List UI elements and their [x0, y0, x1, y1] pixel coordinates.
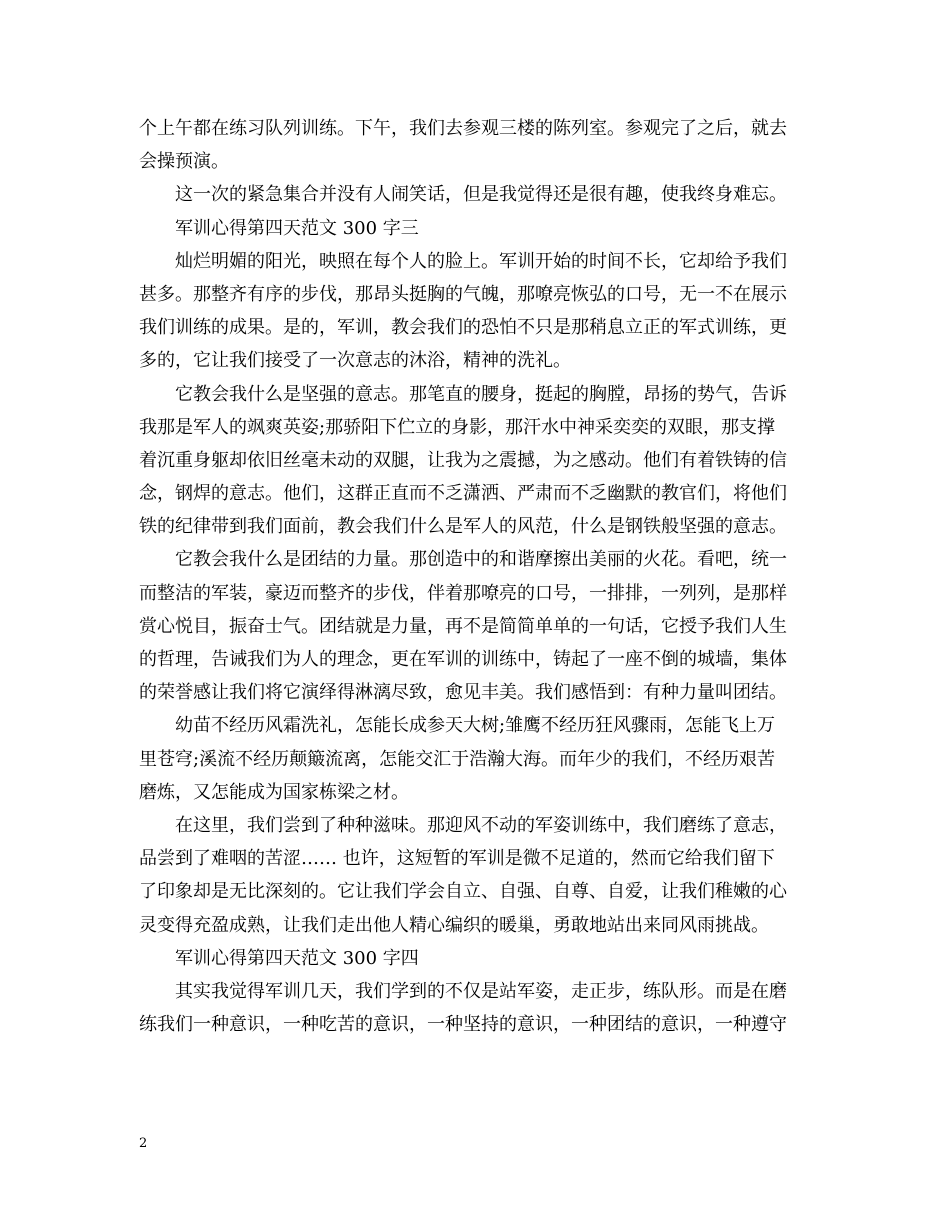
text-line: 它教会我什么是坚强的意志。那笔直的腰身，挺起的胸膛，昂扬的势气，告诉	[175, 383, 787, 405]
text-line: 赏心悦目，振奋士气。团结就是力量，再不是简简单单的一句话，它授予我们人生	[139, 615, 787, 637]
text-line: 我们训练的成果。是的，军训，教会我们的恐怕不只是那稍息立正的军式训练，更	[139, 317, 787, 339]
text-line: 多的，它让我们接受了一次意志的沐浴，精神的洗礼。	[139, 350, 571, 372]
text-line: 甚多。那整齐有序的步伐，那昂头挺胸的气魄，那嘹亮恢弘的口号，无一不在展示	[139, 283, 787, 305]
text-line: 念，钢焊的意志。他们，这群正直而不乏潇洒、严肃而不乏幽默的教官们，将他们	[139, 483, 787, 505]
text-line: 这一次的紧急集合并没有人闹笑话，但是我觉得还是很有趣，使我终身难忘。	[175, 184, 787, 206]
text-line: 练我们一种意识，一种吃苦的意识，一种坚持的意识，一种团结的意识，一种遵守	[139, 1014, 787, 1036]
text-line: 的荣誉感让我们将它演绎得淋漓尽致，愈见丰美。我们感悟到：有种力量叫团结。	[139, 682, 787, 704]
text-line: 幼苗不经历风霜洗礼，怎能长成参天大树;雏鹰不经历狂风骤雨，怎能飞上万	[175, 715, 776, 737]
text-line: 品尝到了难咽的苦涩…… 也许，这短暂的军训是微不足道的，然而它给我们留下	[139, 848, 775, 870]
page-number: 2	[139, 1136, 148, 1151]
text-line: 军训心得第四天范文 300 字四	[175, 947, 419, 969]
text-line: 其实我觉得军训几天，我们学到的不仅是站军姿，走正步，练队形。而是在磨	[175, 980, 787, 1002]
text-line: 灵变得充盈成熟，让我们走出他人精心编织的暖巢，勇敢地站出来同风雨挑战。	[139, 914, 769, 936]
text-line: 它教会我什么是团结的力量。那创造中的和谐摩擦出美丽的火花。看吧，统一	[175, 549, 787, 571]
text-line: 而整洁的军装，豪迈而整齐的步伐，伴着那嘹亮的口号，一排排，一列列，是那样	[139, 582, 787, 604]
text-line: 的哲理，告诫我们为人的理念，更在军训的训练中，铸起了一座不倒的城墙，集体	[139, 649, 787, 670]
document-body	[139, 112, 811, 1041]
text-line: 灿烂明媚的阳光，映照在每个人的脸上。军训开始的时间不长，它却给予我们	[175, 250, 787, 272]
text-line: 我那是军人的飒爽英姿;那骄阳下伫立的身影，那汗水中神采奕奕的双眼，那支撑	[139, 416, 776, 438]
text-line: 军训心得第四天范文 300 字三	[175, 217, 419, 239]
text-line: 铁的纪律带到我们面前，教会我们什么是军人的风范，什么是钢铁般坚强的意志。	[139, 516, 787, 538]
text-line: 个上午都在练习队列训练。下午，我们去参观三楼的陈列室。参观完了之后，就去	[139, 118, 787, 139]
text-line: 磨炼，又怎能成为国家栋梁之材。	[139, 781, 409, 803]
text-line: 着沉重身躯却依旧丝毫未动的双腿，让我为之震撼，为之感动。他们有着铁铸的信	[139, 449, 787, 471]
text-line: 里苍穹;溪流不经历颠簸流离，怎能交汇于浩瀚大海。而年少的我们，不经历艰苦	[139, 748, 776, 770]
text-line: 会操预演。	[139, 151, 229, 173]
text-line: 在这里，我们尝到了种种滋味。那迎风不动的军姿训练中，我们磨练了意志，	[175, 814, 787, 836]
text-line: 了印象却是无比深刻的。它让我们学会自立、自强、自尊、自爱，让我们稚嫩的心	[139, 881, 787, 903]
